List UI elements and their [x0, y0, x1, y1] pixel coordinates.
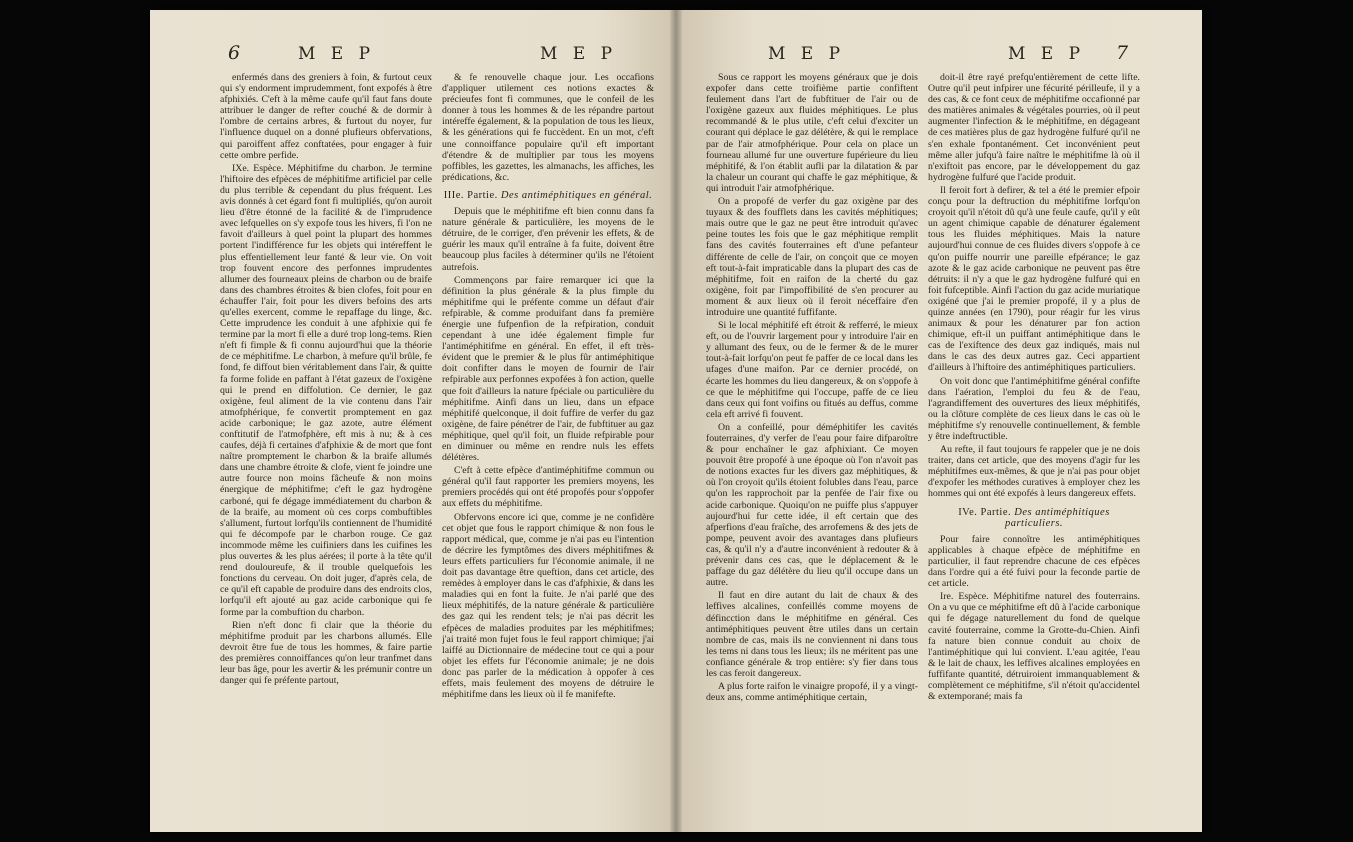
- running-head-left: M E P: [298, 44, 376, 64]
- running-head-left: M E P: [768, 44, 846, 64]
- paragraph: IXe. Espèce. Méphitifme du charbon. Je termine l'hiftoire des efpèces de méphitifme artificiel par celle du plus terrible & cependant du plus fréquent. Les avis donnés à cet égard font fi multipliés, qu'on auroit lieu d'être étonné de la facilité & de l'imprudence avec lefquelles on s'y expofe tous les hivers, fi l'on ne favoit d'ailleurs à quel point la plupart des hommes portent l'indifférence fur les objets qui intéreffent le plus effentiellement leur fanté & leur vie. On voit trop fouvent encore des perfonnes imprudentes allumer des fourneaux pleins de charbon ou de braife dans des chambres étroites & bien clofes, foit pour en échauffer l'air, foit pour les divers befoins des arts qu'elles exercent, comme le repaffage du linge, &c. Cette imprudence les conduit à une afphixie qui fe termine par la mort fi elle a duré trop long-tems. Rien n'eft fi fimple & fi connu aujourd'hui que la théorie de ce méphitifme. Le charbon, à mefure qu'il brûle, fe fond, fe diffout bien véritablement dans l'air, & quitte fa forme folide en paffant à l'état gazeux de l'oxigène qui le prend en diffolution. Ce dernier, le gaz oxigène, feul aliment de la vie contenu dans l'air atmofphérique, fe convertit promptement en gaz acide carbonique; le gaz azote, autre élément conftitutif de l'atmofphère, eft mis à nu; & à ces caufes, déjà fi certaines d'afphixie & de mort que font naître promptement le charbon & la braife allumés dans une chambre étroite & clofe, vient fe joindre une autre fource non moins fâcheufe & non moins énergique de méphitifme; c'eft le gaz hydrogène carboné, qui fe dégage immédiatement du charbon & de la braife, au moment où ces corps combuftibles s'allument, furtout lorfqu'ils contiennent de l'humidité qui fe décompofe par le charbon rouge. Ce gaz incommode même les cuifiniers dans les cuifines les plus ouvertes & les plus aérées; il porte à la tête qu'il rend douloureufe, & il trouble quelquefois les fonctions du cerveau. On doit juger, d'après cela, de ce qu'il eft capable de produire dans des endroits clos, lorfqu'il eft ajouté au gaz acide carbonique qui fe forme par la combuftion du charbon.: [220, 162, 432, 618]
- paragraph: On a propofé de verfer du gaz oxigène par des tuyaux & des foufflets dans les cavités méphitiques; mais outre que le gaz ne peut être introduit qu'avec peine toutes les fois que le gaz méphitique remplit fans des cavités fouterraines eft d'une pefanteur différente de celle de l'air, on conçoit que ce moyen eft tout-à-fait impraticable dans la plupart des cas de méphitifme, foit en raifon de la cherté du gaz oxigène, foit par l'impoffibilité de s'en procurer au moment & aux lieux où il feroit néceffaire d'en introduire une quantité fuffifante.: [706, 196, 918, 318]
- paragraph: A plus forte raifon le vinaigre propofé, il y a vingt-deux ans, comme antiméphitique certain,: [706, 681, 918, 704]
- paragraph: Au refte, il faut toujours fe rappeler que je ne dois traiter, dans cet article, que des moyens d'agir fur les méphitifmes eux-mêmes, & que je n'ai pas pour objet d'expofer les méthodes curatives à employer chez les hommes qui ont été expofés à leurs dangereux effets.: [928, 444, 1140, 500]
- paragraph: Ire. Espèce. Méphitifme naturel des fouterrains. On a vu que ce méphitifme eft dû à l'acide carbonique qui fe dégage naturellement du fond de quelque cavité fouterraine, comme la Grotte-du-Chien. Ainfi fa nature bien connue conduit au choix de l'antiméphitique qui lui convient. L'eau agitée, l'eau & le lait de chaux, les leffives alcalines employées en fuffifante quantité, détruiroient immanquablement & complètement ce méphitifme, s'il n'étoit qu'accidentel & extemporané; mais fa: [928, 591, 1140, 703]
- paragraph: Commençons par faire remarquer ici que la définition la plus générale & la plus fimple du méphitifme qui le préfente comme un défaut d'air refpirable, & comme produifant dans fa première énergie une fufpenfion de la refpiration, conduit cependant à une idée également fimple fur l'antiméphitifme en général. En effet, il eft très-évident que le premier & le plus fûr antiméphitique doit confifter dans le moyen de fournir de l'air refpirable aux perfonnes expofées à fon action, quelle que foit d'ailleurs la nature fpéciale ou particulière du méphitifme. Ainfi dans un lieu, dans un efpace méphitifé quelconque, il doit fuffire de verfer du gaz oxigène, de faire pénétrer de l'air, de fubftituer au gaz méphitique, quel qu'il foit, un fluide refpirable pour en diminuer ou même en rendre nuls les effets délétères.: [442, 274, 654, 464]
- paragraph: doit-il être rayé prefqu'entièrement de cette lifte. Outre qu'il peut infpirer une fécurité périlleufe, il y a des cas, & ce font ceux de méphitifme occafionné par des matières animales & végétales pourries, où il peut augmenter l'infection & le méphitifme, en dégageant de ces matières plus de gaz hydrogène fulfuré qu'il ne s'en exhale fpontanément. Cet inconvénient peut même aller jufqu'à faire naître le méphitifme là où il n'exiftoit pas encore, par le développement du gaz hydrogène fulfuré que l'acide produit.: [928, 72, 1140, 183]
- page-number: 7: [1116, 42, 1129, 64]
- paragraph: Pour faire connoître les antiméphitiques applicables à chaque efpèce de méphitifme en particulier, il faut reprendre chacune de ces efpèces dans l'ordre qui a été fuivi pour la feconde partie de cet article.: [928, 533, 1140, 590]
- right-page-column-2: [928, 72, 1140, 816]
- left-page-column-2: [442, 72, 654, 816]
- paragraph: On a confeillé, pour déméphitifer les cavités fouterraines, d'y verfer de l'eau pour faire difparoître & pour enchaîner le gaz afphixiant. Ce moyen pouvoit être propofé à une époque où l'on n'avoit pas de notions exactes fur les divers gaz méphitiques, & où l'on croyoit qu'ils étoient folubles dans l'eau, parce qu'on les rapprochoit par la penfée de l'air fixe ou acide carbonique. Quoiqu'on ne puiffe plus s'appuyer aujourd'hui fur cette idée, il eft certain que des afperfions d'eau fraîche, des arrofemens & des jets de pompe, peuvent avoir des avantages dans plufieurs cas, & qu'il n'y a d'autre inconvénient à redouter & à prévenir dans ces cas, que le déplacement & le paffage du gaz délétère du lieu qu'il occupe dans un autre.: [706, 421, 918, 589]
- left-page-column-1: [220, 72, 432, 816]
- left-page: [150, 10, 676, 832]
- paragraph: Rien n'eft donc fi clair que la théorie du méphitifme produit par les charbons allumés. Elle devroit être fue de tous les hommes, & faire partie des premières connoiffances qu'on leur tranfmet dans leur bas âge, pour les avertir & les prémunir contre un danger qui fe préfente partout,: [220, 619, 432, 687]
- book-gutter: [670, 10, 682, 832]
- section-heading: IVe. Partie. Des antiméphitiques particuliers.: [958, 506, 1110, 529]
- paragraph: enfermés dans des greniers à foin, & furtout ceux qui s'y endorment imprudemment, font expofés à être afphixiés. C'eft à la même caufe qu'il faut fans doute attribuer le danger de refter couché & de dormir à l'ombre de certains arbres, & furtout du noyer, fur l'influence duquel on a donné plufieurs obfervations, qui paroiffent affez conftatées, pour engager à fuir cette ombre perfide.: [220, 72, 432, 161]
- paragraph: Sous ce rapport les moyens généraux que je dois expofer dans cette troifième partie confiftent feulement dans l'art de fubftituer de l'air ou de l'oxigène gazeux aux fluides méphitiques. Le plus recommandé & le plus utile, c'eft celui d'exciter un courant qui déplace le gaz délétère, & qui le remplace par de l'air atmofphérique. Pour cela on place un fourneau allumé fur une ouverture fupérieure du lieu méphitifé, & l'on établit aufli par la dilatation & par la chaleur un courant qui chaffe le gaz méphitique, & qui introduit l'air atmofphérique.: [706, 72, 918, 194]
- page-number: 6: [228, 42, 241, 64]
- running-head-right: M E P: [540, 44, 618, 64]
- book-spread: [150, 10, 1202, 832]
- paragraph: & fe renouvelle chaque jour. Les occafions d'appliquer utilement ces notions exactes & précieufes font fi communes, que le confeil de les donner à tous les hommes & de les répandre partout intéreffe également, & la population de tous les lieux, & les générations qui fe fuccèdent. En un mot, c'eft une connoiffance populaire qu'il eft important d'étendre & de multiplier par tous les moyens poffibles, les gazettes, les almanachs, les affiches, les prédications, &c.: [442, 72, 654, 183]
- right-page-column-1: [706, 72, 918, 816]
- section-heading: IIIe. Partie. Des antiméphitiques en général.: [443, 189, 653, 201]
- paragraph: Depuis que le méphitifme eft bien connu dans fa nature générale & particulière, les moyens de le détruire, de le corriger, d'en prévenir les effets, & de guérir les maux qu'il entraîne à fa fuite, doivent être beaucoup plus faciles à déterminer qu'ils ne l'étoient autrefois.: [442, 206, 654, 273]
- paragraph: Il faut en dire autant du lait de chaux & des leffives alcalines, confeillés comme moyens de défincction dans le méphitifme en général. Ces antiméphitiques peuvent être utiles dans un certain nombre de cas, mais ils ne conviennent ni dans tous les tems ni dans tous les lieux; ils ne méritent pas une confiance générale & trop entière: s'y fier dans tous les cas feroit dangereux.: [706, 590, 918, 679]
- paragraph: Si le local méphitifé eft étroit & refferré, le mieux eft, ou de l'ouvrir largement pour y introduire l'air en y allumant des feux, ou de le fermer & de le murer tout-à-fait lorfqu'on peut fe paffer de ce local dans les ufages d'une maifon. Par ce dernier procédé, on écarte les hommes du lieu dangereux, & on s'oppofe à ce que le méphitifme qui l'occupe, paffe de ce lieu dans ceux qui font voifins ou fitués au deffus, comme cela eft arrivé fi fouvent.: [706, 320, 918, 420]
- right-page: [676, 10, 1202, 832]
- running-head-right: M E P: [1008, 44, 1086, 64]
- paragraph: Obfervons encore ici que, comme je ne confidère cet objet que fous le rapport chimique & non fous le rapport médical, que, comme je n'ai pas eu l'intention de décrire les fymptômes des divers méphitifmes & leurs effets particuliers fur l'économie animale, il ne doit pas davantage être queftion, dans cet article, des remèdes à employer dans le cas d'afphixie, & dans les maladies qui en font la fuite. Je n'ai parlé que des lieux méphitifés, de la nature générale & particulière des gaz qui les rendent tels; je n'ai pas décrit les efpèces de maladies produites par les méphitifmes; j'ai traité mon fujet fous le feul rapport chimique; j'ai laiffé au Dictionnaire de médecine tout ce qui a pour objet les effets fur l'économie animale; je ne dois donc pas parler de la médication à oppofer à ces effets, mais feulement des moyens de détruire le méphitifme dans les lieux où il fe manifefte.: [442, 511, 654, 701]
- paragraph: On voit donc que l'antiméphitifme général confifte dans l'aération, l'emploi du feu & de l'eau, l'agrandiffement des ouvertures des lieux méphitifés, ou la clôture complète de ces lieux dans le cas où le méphitifme s'y renouvelle continuellement, & femble y être indeftructible.: [928, 375, 1140, 442]
- paragraph: Il feroit fort à defirer, & tel a été le premier efpoir conçu pour la deftruction du méphitifme lorfqu'on croyoit qu'il n'étoit dû qu'à une feule caufe, qu'il y eût un agent chimique capable de dénaturer également tous les fluides méphitiques. Mais la nature aujourd'hui connue de ces fluides divers s'oppofe à ce qu'on puiffe nourrir une pareille efpérance; le gaz azote & le gaz acide carbonique ne peuvent pas être détruits: il n'y a que le gaz hydrogène fulfuré qui en foit fufceptible. Ainfi l'action du gaz acide muriatique oxigéné que j'ai le premier propofé, il y a plus de quinze années (en 1790), pour réagir fur les virus animaux & pour les dénaturer par fon action chimique, eft-il un puiffant antiméphitique dans le cas de l'exiftence des deux gaz indiqués, mais nul dans le cas des deux autres gaz. Ceci appartient d'ailleurs à l'hiftoire des antiméphitiques particuliers.: [928, 184, 1140, 374]
- paragraph: C'eft à cette efpèce d'antiméphitifme commun ou général qu'il faut rapporter les premiers moyens, les premiers procédés qui ont été propofés pour s'oppofer aux effets du méphitifme.: [442, 465, 654, 510]
